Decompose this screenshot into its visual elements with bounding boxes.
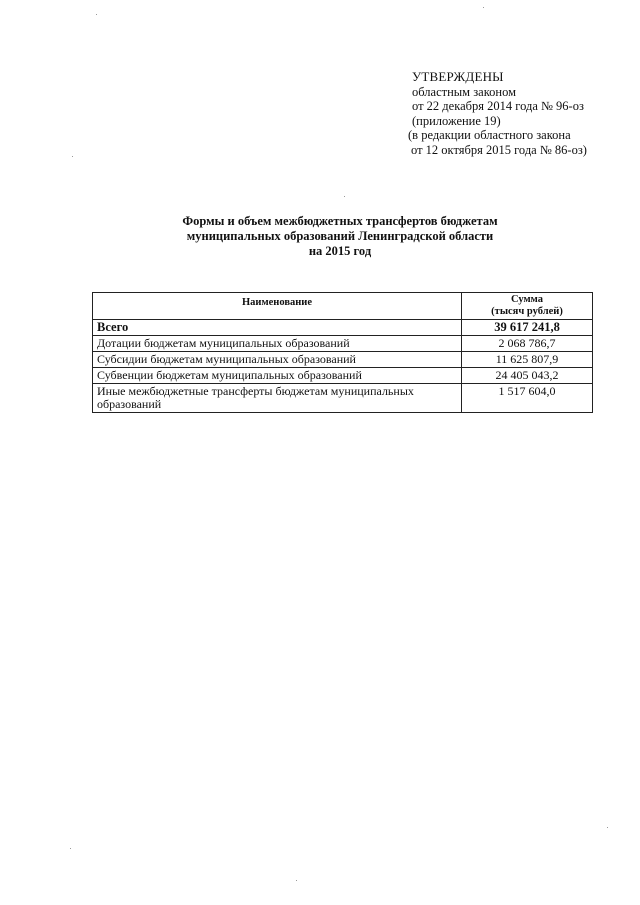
approval-revision-date-line: от 12 октября 2015 года № 86-оз) [411,142,587,157]
title-line-2: муниципальных образований Ленинградской области [186,229,494,243]
row-value: 2 068 786,7 [462,336,593,352]
scan-speck [72,156,73,157]
approval-appendix-line: (приложение 19) [412,113,501,128]
header-sum-unit: (тысяч рублей) [491,306,563,317]
approval-date-line: от 22 декабря 2014 года № 96-оз [412,99,584,113]
scan-speck [607,827,608,828]
row-name: Иные межбюджетные трансферты бюджетам муниципальных образований [93,384,462,413]
scan-speck [483,7,484,8]
transfers-table [92,292,593,413]
approval-law-line: областным законом [412,84,517,99]
row-value: 24 405 043,2 [462,368,593,384]
row-name: Всего [93,320,462,336]
document-title [100,214,580,259]
row-name: Дотации бюджетам муниципальных образований [93,336,462,352]
header-sum-title: Сумма [511,294,543,305]
approval-heading: УТВЕРЖДЕНЫ [412,69,504,84]
title-line-1: Формы и объем межбюджетных трансфертов бюджетам [182,214,498,228]
header-sum [462,293,593,320]
row-value: 39 617 241,8 [462,320,593,336]
title-line-3: на 2015 год [308,244,372,258]
approval-revision-line: (в редакции областного закона [408,128,571,142]
table-row [93,352,593,368]
scan-speck [70,848,71,849]
table-header-row [93,293,593,320]
approval-stamp [408,69,588,157]
table-row [93,336,593,352]
table-row [93,384,593,413]
scan-speck [296,880,297,881]
row-name: Субсидии бюджетам муниципальных образований [93,352,462,368]
scan-speck [344,196,345,197]
row-value: 1 517 604,0 [462,384,593,413]
table-row-total [93,320,593,336]
table-row [93,368,593,384]
row-value: 11 625 807,9 [462,352,593,368]
header-name: Наименование [93,293,462,320]
row-name: Субвенции бюджетам муниципальных образований [93,368,462,384]
scan-speck [96,14,97,15]
